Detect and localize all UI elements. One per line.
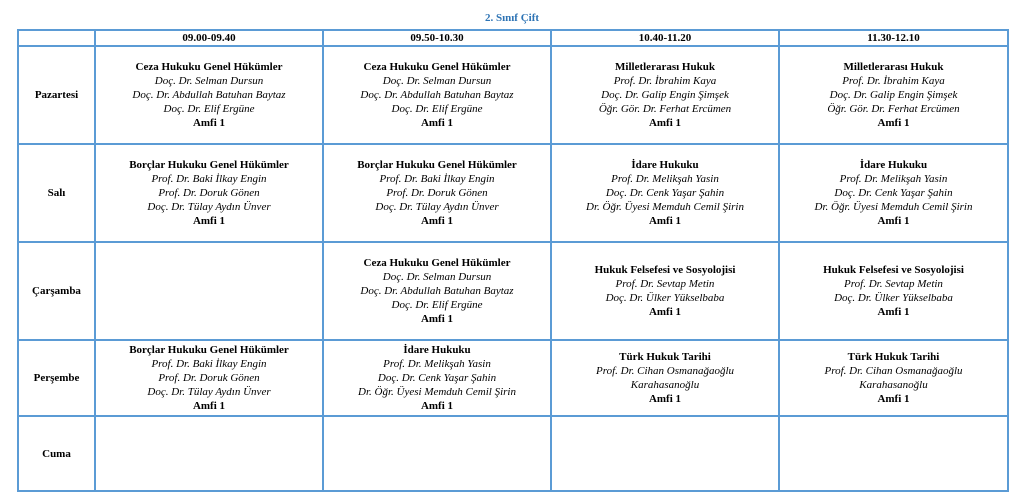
room-label: Amfi 1 <box>877 393 910 405</box>
time-slot-header: 11.30-12.10 <box>779 30 1008 46</box>
header-row <box>18 30 1008 46</box>
instructor: Doç. Dr. Cenk Yaşar Şahin <box>377 372 497 384</box>
instructor: Doç. Dr. Elif Ergüne <box>163 103 255 115</box>
schedule-cell <box>779 242 1008 340</box>
schedule-cell <box>551 340 779 416</box>
schedule-cell <box>323 46 551 144</box>
course-name: İdare Hukuku <box>631 159 699 171</box>
room-label: Amfi 1 <box>420 313 454 325</box>
room-label: Amfi 1 <box>420 215 454 227</box>
instructor: Doç. Dr. Ülker Yükselbaba <box>605 292 725 304</box>
schedule-table <box>17 29 1009 492</box>
instructor: Doç. Dr. Abdullah Batuhan Baytaz <box>360 89 514 101</box>
day-row <box>18 242 1008 340</box>
schedule-cell <box>779 144 1008 242</box>
schedule-cell-empty <box>779 416 1008 491</box>
room-label: Amfi 1 <box>877 215 910 227</box>
room-label: Amfi 1 <box>648 306 682 318</box>
course-name: Hukuk Felsefesi ve Sosyolojisi <box>594 264 736 276</box>
instructor: Doç. Dr. Galip Engin Şimşek <box>601 89 729 101</box>
course-name: Borçlar Hukuku Genel Hükümler <box>357 159 517 171</box>
schedule-cell-empty <box>95 416 323 491</box>
instructor: Karahasanoğlu <box>859 379 928 391</box>
instructor: Doç. Dr. Galip Engin Şimşek <box>829 89 958 101</box>
instructor: Dr. Öğr. Üyesi Memduh Cemil Şirin <box>586 201 744 213</box>
day-label: Salı <box>18 144 95 242</box>
instructor: Prof. Dr. Sevtap Metin <box>615 278 715 290</box>
instructor: Öğr. Gör. Dr. Ferhat Ercümen <box>598 103 732 115</box>
course-name: Milletlerarası Hukuk <box>615 61 715 73</box>
instructor: Prof. Dr. Sevtap Metin <box>844 278 943 290</box>
instructor: Dr. Öğr. Üyesi Memduh Cemil Şirin <box>814 201 973 213</box>
instructor: Prof. Dr. Doruk Gönen <box>158 187 260 199</box>
course-name: Borçlar Hukuku Genel Hükümler <box>129 344 289 356</box>
room-label: Amfi 1 <box>877 306 910 318</box>
schedule-cell-empty <box>95 242 323 340</box>
instructor: Doç. Dr. Selman Dursun <box>382 271 492 283</box>
instructor: Doç. Dr. Selman Dursun <box>154 75 264 87</box>
course-name: Ceza Hukuku Genel Hükümler <box>135 61 283 73</box>
instructor: Prof. Dr. Melikşah Yasin <box>383 358 491 370</box>
instructor: Doç. Dr. Tülay Aydın Ünver <box>147 201 271 213</box>
time-slot-header: 09.00-09.40 <box>95 30 323 46</box>
course-name: Türk Hukuk Tarihi <box>847 351 940 363</box>
instructor: Doç. Dr. Elif Ergüne <box>391 103 483 115</box>
day-label: Pazartesi <box>18 46 95 144</box>
course-name: Borçlar Hukuku Genel Hükümler <box>129 159 289 171</box>
course-name: Türk Hukuk Tarihi <box>619 351 711 363</box>
schedule-cell-empty <box>323 416 551 491</box>
room-label: Amfi 1 <box>877 117 910 129</box>
schedule-cell <box>323 144 551 242</box>
day-label: Çarşamba <box>18 242 95 340</box>
course-name: İdare Hukuku <box>859 159 928 171</box>
schedule-cell <box>551 46 779 144</box>
instructor: Prof. Dr. Cihan Osmanağaoğlu <box>595 365 735 377</box>
room-label: Amfi 1 <box>192 117 226 129</box>
instructor: Prof. Dr. Melikşah Yasin <box>839 173 948 185</box>
schedule-cell <box>779 340 1008 416</box>
schedule-cell <box>95 144 323 242</box>
day-row <box>18 46 1008 144</box>
room-label: Amfi 1 <box>648 393 682 405</box>
day-label: Cuma <box>18 416 95 491</box>
instructor: Prof. Dr. Cihan Osmanağaoğlu <box>824 365 963 377</box>
instructor: Doç. Dr. Selman Dursun <box>382 75 492 87</box>
schedule-cell <box>323 242 551 340</box>
instructor: Prof. Dr. İbrahim Kaya <box>842 75 945 87</box>
instructor: Prof. Dr. Baki İlkay Engin <box>151 358 267 370</box>
room-label: Amfi 1 <box>420 400 454 412</box>
course-name: İdare Hukuku <box>403 344 471 356</box>
schedule-cell <box>779 46 1008 144</box>
page-title: 2. Sınıf Çift <box>484 12 540 24</box>
course-name: Milletlerarası Hukuk <box>843 61 944 73</box>
schedule-cell <box>95 340 323 416</box>
day-label: Perşembe <box>18 340 95 416</box>
instructor: Doç. Dr. Tülay Aydın Ünver <box>147 386 271 398</box>
room-label: Amfi 1 <box>420 117 454 129</box>
instructor: Karahasanoğlu <box>630 379 700 391</box>
instructor: Prof. Dr. İbrahim Kaya <box>613 75 717 87</box>
instructor: Doç. Dr. Elif Ergüne <box>391 299 483 311</box>
course-name: Ceza Hukuku Genel Hükümler <box>363 61 511 73</box>
instructor: Doç. Dr. Cenk Yaşar Şahin <box>834 187 953 199</box>
instructor: Doç. Dr. Cenk Yaşar Şahin <box>605 187 725 199</box>
instructor: Prof. Dr. Doruk Gönen <box>158 372 260 384</box>
room-label: Amfi 1 <box>648 215 682 227</box>
instructor: Prof. Dr. Melikşah Yasin <box>611 173 719 185</box>
room-label: Amfi 1 <box>648 117 682 129</box>
instructor: Doç. Dr. Ülker Yükselbaba <box>834 292 953 304</box>
instructor: Prof. Dr. Baki İlkay Engin <box>379 173 495 185</box>
schedule-cell <box>95 46 323 144</box>
instructor: Prof. Dr. Baki İlkay Engin <box>151 173 267 185</box>
room-label: Amfi 1 <box>192 215 226 227</box>
schedule-cell-empty <box>551 416 779 491</box>
time-slot-header: 09.50-10.30 <box>323 30 551 46</box>
instructor: Dr. Öğr. Üyesi Memduh Cemil Şirin <box>358 386 516 398</box>
day-row <box>18 340 1008 416</box>
instructor: Öğr. Gör. Dr. Ferhat Ercümen <box>827 103 960 115</box>
day-row <box>18 144 1008 242</box>
schedule-cell <box>551 242 779 340</box>
instructor: Prof. Dr. Doruk Gönen <box>386 187 488 199</box>
instructor: Doç. Dr. Tülay Aydın Ünver <box>375 201 499 213</box>
course-name: Ceza Hukuku Genel Hükümler <box>363 257 511 269</box>
time-slot-header: 10.40-11.20 <box>551 30 779 46</box>
course-name: Hukuk Felsefesi ve Sosyolojisi <box>823 264 964 276</box>
day-row <box>18 416 1008 491</box>
instructor: Doç. Dr. Abdullah Batuhan Baytaz <box>132 89 286 101</box>
room-label: Amfi 1 <box>192 400 226 412</box>
instructor: Doç. Dr. Abdullah Batuhan Baytaz <box>360 285 514 297</box>
corner-cell <box>18 30 95 46</box>
schedule-cell <box>551 144 779 242</box>
schedule-cell <box>323 340 551 416</box>
